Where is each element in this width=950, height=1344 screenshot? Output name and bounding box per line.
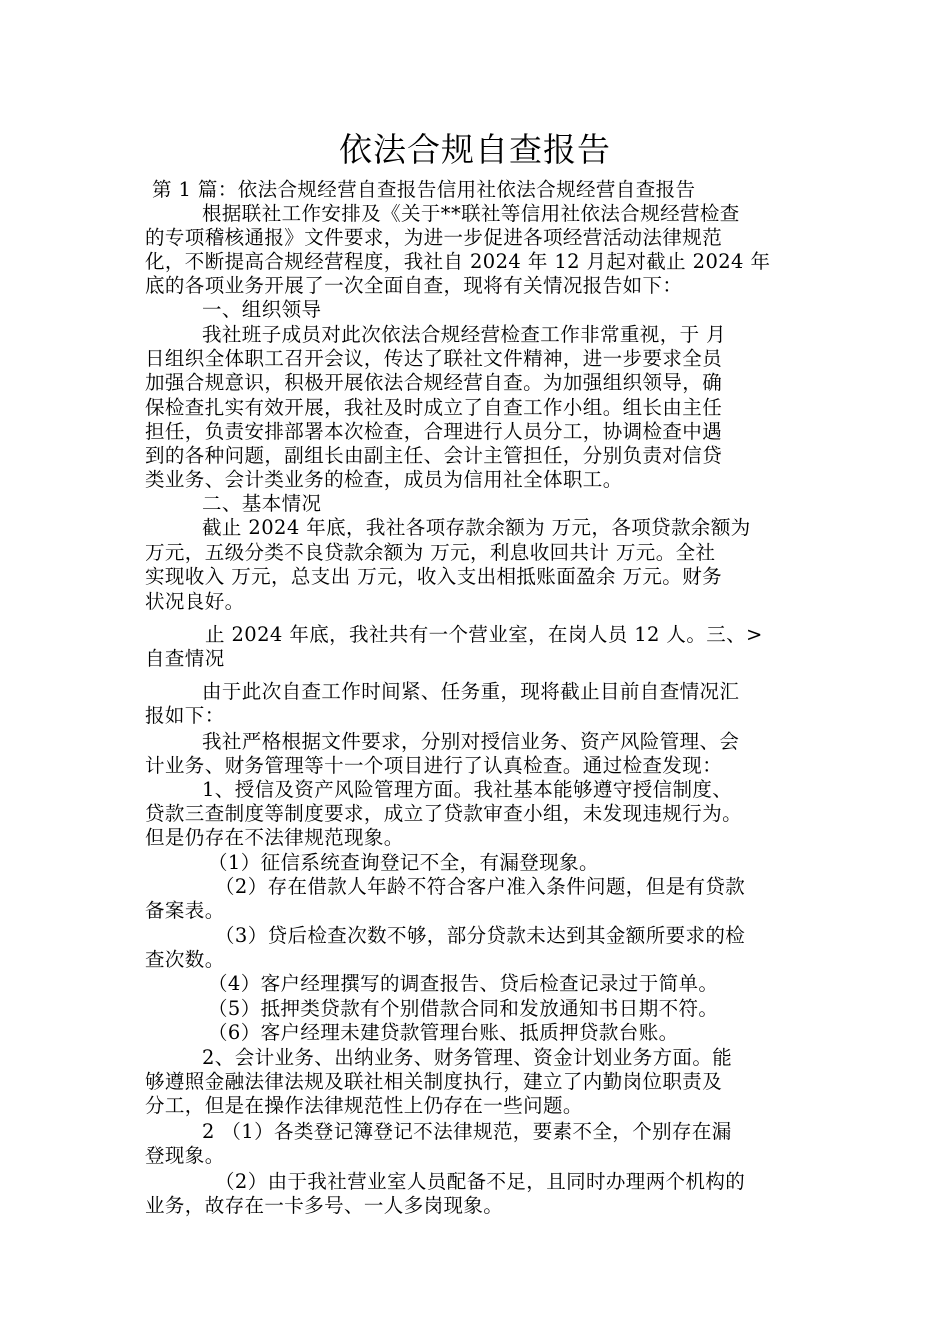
body-text-line: 担任，负责安排部署本次检查，合理进行人员分工，协调检查中遇	[145, 420, 723, 443]
body-text-line: 保检查扎实有效开展，我社及时成立了自查工作小组。组长由主任	[145, 396, 723, 419]
body-text-line: 2 （1）各类登记簿登记不法律规范，要素不全，个别存在漏	[202, 1120, 732, 1143]
body-text-line: 报如下：	[145, 704, 225, 727]
body-text-line: 业务，故存在一卡多号、一人多岗现象。	[145, 1194, 504, 1217]
body-text-line: 的专项稽核通报》文件要求，为进一步促进各项经营活动法律规范	[145, 226, 723, 249]
body-text-line: （5）抵押类贷款有个别借款合同和发放通知书日期不符。	[208, 997, 719, 1020]
body-text-line: 截止 2024 年底，我社各项存款余额为 万元，各项贷款余额为	[202, 516, 751, 539]
body-text-line: 但是仍存在不法律规范现象。	[145, 826, 404, 849]
body-text-line: 自查情况	[145, 647, 225, 670]
body-text-line: （1）征信系统查询登记不全，有漏登现象。	[208, 851, 599, 874]
body-text-line: 第 1 篇：依法合规经营自查报告信用社依法合规经营自查报告	[152, 178, 696, 201]
body-text-line: （6）客户经理未建贷款管理台账、抵质押贷款台账。	[208, 1021, 679, 1044]
body-text-line: 日组织全体职工召开会议，传达了联社文件精神，进一步要求全员	[145, 347, 723, 370]
body-text-line: 化，不断提高合规经营程度，我社自 2024 年 12 月起对截止 2024 年	[145, 250, 771, 273]
body-text-line: 1、授信及资产风险管理方面。我社基本能够遵守授信制度、	[202, 778, 733, 801]
body-text-line: 状况良好。	[145, 590, 245, 613]
body-text-line: 我社严格根据文件要求，分别对授信业务、资产风险管理、会	[202, 730, 740, 753]
body-text-line: 二、基本情况	[202, 492, 322, 515]
body-text-line: 由于此次自查工作时间紧、任务重，现将截止目前自查情况汇	[202, 680, 740, 703]
body-text-line: 根据联社工作安排及《关于**联社等信用社依法合规经营检查	[202, 202, 740, 225]
body-text-line: （2）存在借款人年龄不符合客户准入条件问题，但是有贷款	[215, 875, 746, 898]
body-text-line: 止 2024 年底，我社共有一个营业室，在岗人员 12 人。三、>	[205, 623, 763, 646]
body-text-line: （3）贷后检查次数不够，部分贷款未达到其金额所要求的检	[215, 924, 746, 947]
body-text-line: 底的各项业务开展了一次全面自查，现将有关情况报告如下：	[145, 274, 683, 297]
body-text-line: 实现收入 万元，总支出 万元，收入支出相抵账面盈余 万元。财务	[145, 565, 722, 588]
body-text-line: 分工，但是在操作法律规范性上仍存在一些问题。	[145, 1094, 583, 1117]
body-text-line: （4）客户经理撰写的调查报告、贷后检查记录过于简单。	[208, 972, 719, 995]
body-text-line: （2）由于我社营业室人员配备不足，且同时办理两个机构的	[215, 1170, 746, 1193]
body-text-line: 查次数。	[145, 948, 225, 971]
body-text-line: 加强合规意识，积极开展依法合规经营自查。为加强组织领导，确	[145, 371, 723, 394]
body-text-line: 2、会计业务、出纳业务、财务管理、资金计划业务方面。能	[202, 1046, 733, 1069]
body-text-line: 万元，五级分类不良贷款余额为 万元，利息收回共计 万元。全社	[145, 541, 716, 564]
body-text-line: 贷款三查制度等制度要求，成立了贷款审查小组，未发现违规行为。	[145, 802, 743, 825]
document-title: 依法合规自查报告	[339, 130, 611, 169]
body-text-line: 登现象。	[145, 1144, 225, 1167]
body-text-line: 类业务、会计类业务的检查，成员为信用社全体职工。	[145, 468, 623, 491]
body-text-line: 计业务、财务管理等十一个项目进行了认真检查。通过检查发现：	[145, 754, 723, 777]
body-text-line: 备案表。	[145, 899, 225, 922]
body-text-line: 够遵照金融法律法规及联社相关制度执行，建立了内勤岗位职责及	[145, 1070, 723, 1093]
body-text-line: 一、组织领导	[202, 298, 322, 321]
body-text-line: 到的各种问题，副组长由副主任、会计主管担任，分别负责对信贷	[145, 444, 723, 467]
body-text-line: 我社班子成员对此次依法合规经营检查工作非常重视，于 月	[202, 323, 726, 346]
